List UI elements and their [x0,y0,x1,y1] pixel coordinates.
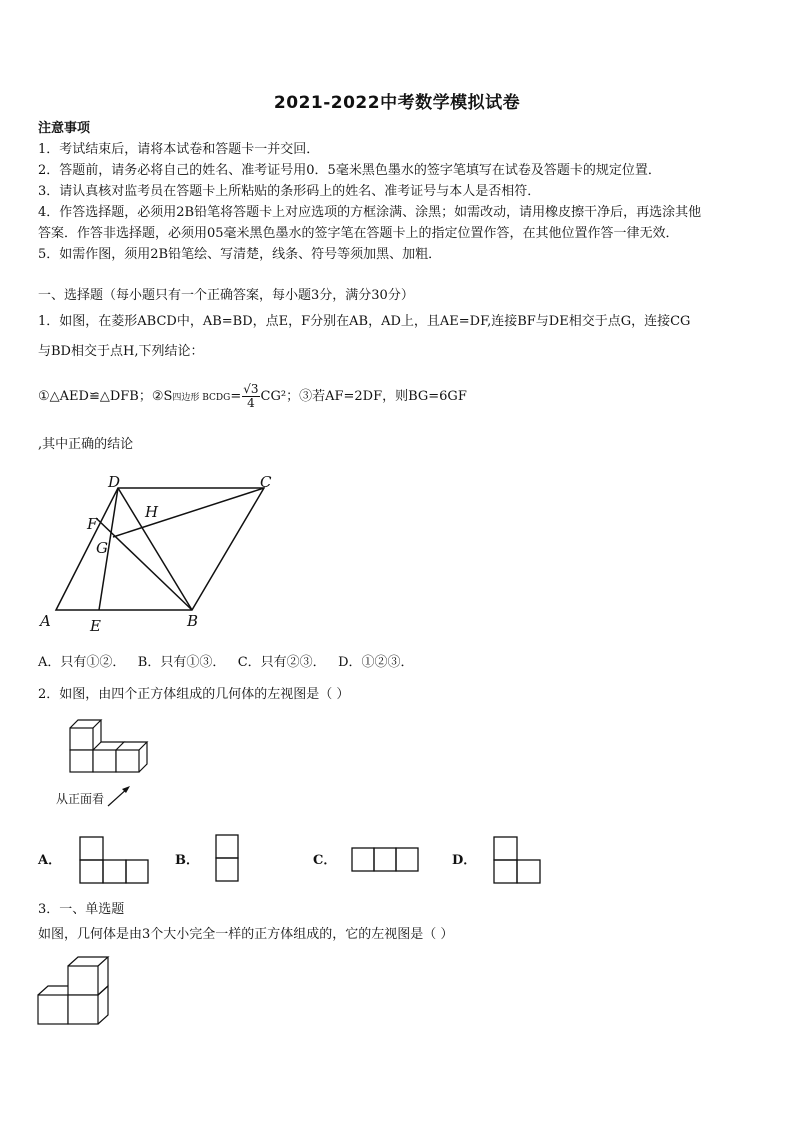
label-g: G [96,539,108,557]
q2-option-d: D． [452,853,477,868]
q1-fraction-numerator: √3 [243,382,259,396]
q1-fraction [242,383,259,410]
q2-view-label: 从正面看 [56,792,105,806]
q2-option-c: C． [313,853,337,868]
q1-equals: = [230,389,242,404]
notice-item-2: 2．答题前，请务必将自己的姓名、准考证号用0．5毫米黑色墨水的签字笔填写在试卷及答题卡的规定位置． [38,163,661,178]
q1-conclusion-text-2: CG²；③若AF=2DF，则BG=6GF [260,389,467,404]
rhombus-figure [30,465,290,640]
label-a: A [40,612,51,630]
q2-stem: 2．如图，由四个正方体组成的几何体的左视图是（ ） [38,687,350,702]
notice-item-5: 5．如需作图，须用2B铅笔绘、写清楚，线条、符号等须加黑、加粗． [38,247,442,262]
q1-prompt: ,其中正确的结论 [38,437,134,452]
q1-conclusions [38,382,467,413]
q1-area-subscript: 四边形 BCDG [172,393,231,403]
q2-option-b-figure [215,834,240,882]
q1-fraction-denominator: 4 [247,396,255,410]
q2-option-d-figure [493,836,543,886]
q2-option-a-figure [79,836,149,886]
q2-option-a: A． [38,853,62,868]
notice-item-1: 1．考试结束后，请将本试卷和答题卡一并交回． [38,142,320,157]
q2-option-c-figure [351,847,421,873]
notice-item-4: 4．作答选择题，必须用2B铅笔将答题卡上对应选项的方框涂满、涂黑；如需改动，请用橡皮擦干净后，再选涂其他 [38,205,702,220]
label-f: F [87,515,98,533]
q3-solid-figure [36,955,114,1029]
label-d: D [108,473,121,491]
q1-conclusion-text-1: ①△AED≌△DFB；②S [38,389,173,404]
label-h: H [145,503,159,521]
notice-item-3: 3．请认真核对监考员在答题卡上所粘贴的条形码上的姓名、准考证号与本人是否相符． [38,184,541,199]
label-b: B [187,612,199,630]
q1-stem-line2: 与BD相交于点H,下列结论： [38,344,204,359]
label-e: E [90,617,101,635]
q2-option-b: B． [175,853,199,868]
q3-question: 如图，几何体是由3个大小完全一样的正方体组成的，它的左视图是（ ） [38,927,454,942]
page-title: 2021-2022中考数学模拟试卷 [273,93,521,113]
rhombus-outline [56,488,264,610]
label-c: C [260,473,272,491]
section-heading: 一、选择题（每小题只有一个正确答案，每小题3分，满分30分） [38,288,414,303]
q1-options: A．只有①②． B．只有①③． C．只有②③． D．①②③． [38,655,414,670]
q3-stem: 3．一、单选题 [38,902,125,917]
notice-heading: 注意事项 [38,121,91,136]
segment-cg [113,488,264,537]
notice-item-4-cont: 答案．作答非选择题，必须用05毫米黑色墨水的签字笔在答题卡上的指定位置作答，在其他位置作答一律无效． [38,226,679,241]
q1-stem-line1: 1．如图，在菱形ABCD中，AB=BD，点E，F分别在AB，AD上，且AE=DF,连接BF与DE相交于点G，连接CG [38,314,691,329]
